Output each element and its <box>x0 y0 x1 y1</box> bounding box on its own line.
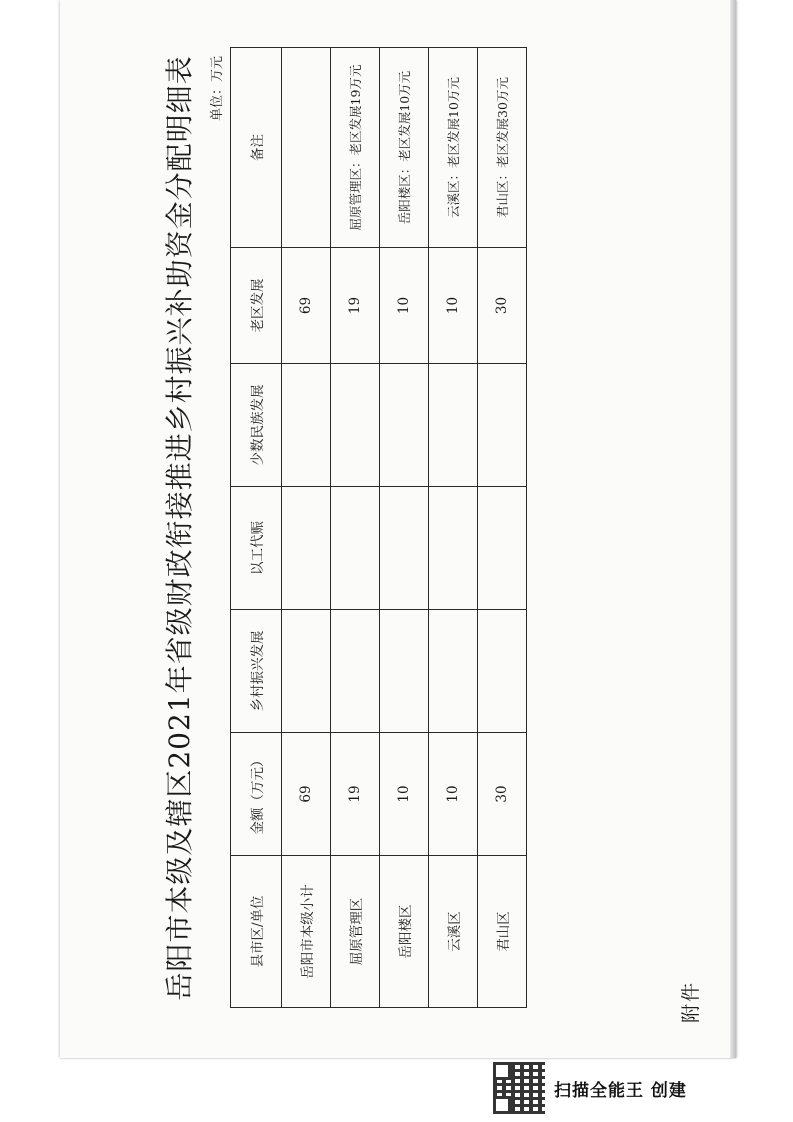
unit-label: 单位：万元 <box>210 56 225 122</box>
attachment-label: 附件 <box>680 980 702 1023</box>
table-cell <box>429 487 478 610</box>
table-cell <box>331 487 380 610</box>
table-cell <box>380 364 429 487</box>
table-cell <box>478 364 527 487</box>
table-cell: 10 <box>380 733 429 856</box>
table-cell <box>478 610 527 733</box>
column-header: 县市区/单位 <box>231 856 282 1008</box>
document-title: 岳阳市本级及辖区2021年省级财政衔接推进乡村振兴补助资金分配明细表 <box>163 55 196 1001</box>
table-cell-note <box>282 48 331 248</box>
table-cell <box>429 610 478 733</box>
table-cell: 岳阳楼区 <box>380 856 429 1008</box>
table-cell <box>282 487 331 610</box>
column-header: 以工代赈 <box>231 487 282 610</box>
table-cell: 君山区 <box>478 856 527 1008</box>
allocation-table <box>230 47 527 1008</box>
table-cell: 10 <box>380 248 429 364</box>
table-cell-note: 君山区：老区发展30万元 <box>478 48 527 248</box>
table-cell: 岳阳市本级小计 <box>282 856 331 1008</box>
table-cell <box>282 364 331 487</box>
table-cell: 19 <box>331 733 380 856</box>
rotated-document <box>58 28 734 1028</box>
table-cell <box>331 364 380 487</box>
table-cell <box>478 487 527 610</box>
table-cell-note: 岳阳楼区：老区发展10万元 <box>380 48 429 248</box>
table-cell: 30 <box>478 733 527 856</box>
table-cell: 19 <box>331 248 380 364</box>
table-cell: 69 <box>282 248 331 364</box>
table-cell-note: 云溪区：老区发展10万元 <box>429 48 478 248</box>
table-cell: 10 <box>429 733 478 856</box>
table-row <box>380 48 429 1008</box>
table-cell: 云溪区 <box>429 856 478 1008</box>
table-cell <box>331 610 380 733</box>
table-cell: 屈原管理区 <box>331 856 380 1008</box>
table-cell <box>380 610 429 733</box>
table-row <box>478 48 527 1008</box>
table-cell: 30 <box>478 248 527 364</box>
table-cell-note: 屈原管理区：老区发展19万元 <box>331 48 380 248</box>
table-cell: 10 <box>429 248 478 364</box>
table-cell <box>429 364 478 487</box>
table-row <box>429 48 478 1008</box>
column-header: 少数民族发展 <box>231 364 282 487</box>
table-cell: 69 <box>282 733 331 856</box>
scanner-watermark: 扫描全能王 创建 <box>554 1081 687 1101</box>
table-cell <box>380 487 429 610</box>
table-cell <box>282 610 331 733</box>
column-header: 乡村振兴发展 <box>231 610 282 733</box>
table-row <box>282 48 331 1008</box>
qr-code-icon <box>493 1062 545 1114</box>
column-header: 金额（万元） <box>231 733 282 856</box>
table-row <box>331 48 380 1008</box>
header-row <box>231 48 282 1008</box>
column-header: 老区发展 <box>231 248 282 364</box>
table-body <box>231 48 527 1008</box>
column-header: 备注 <box>231 48 282 248</box>
